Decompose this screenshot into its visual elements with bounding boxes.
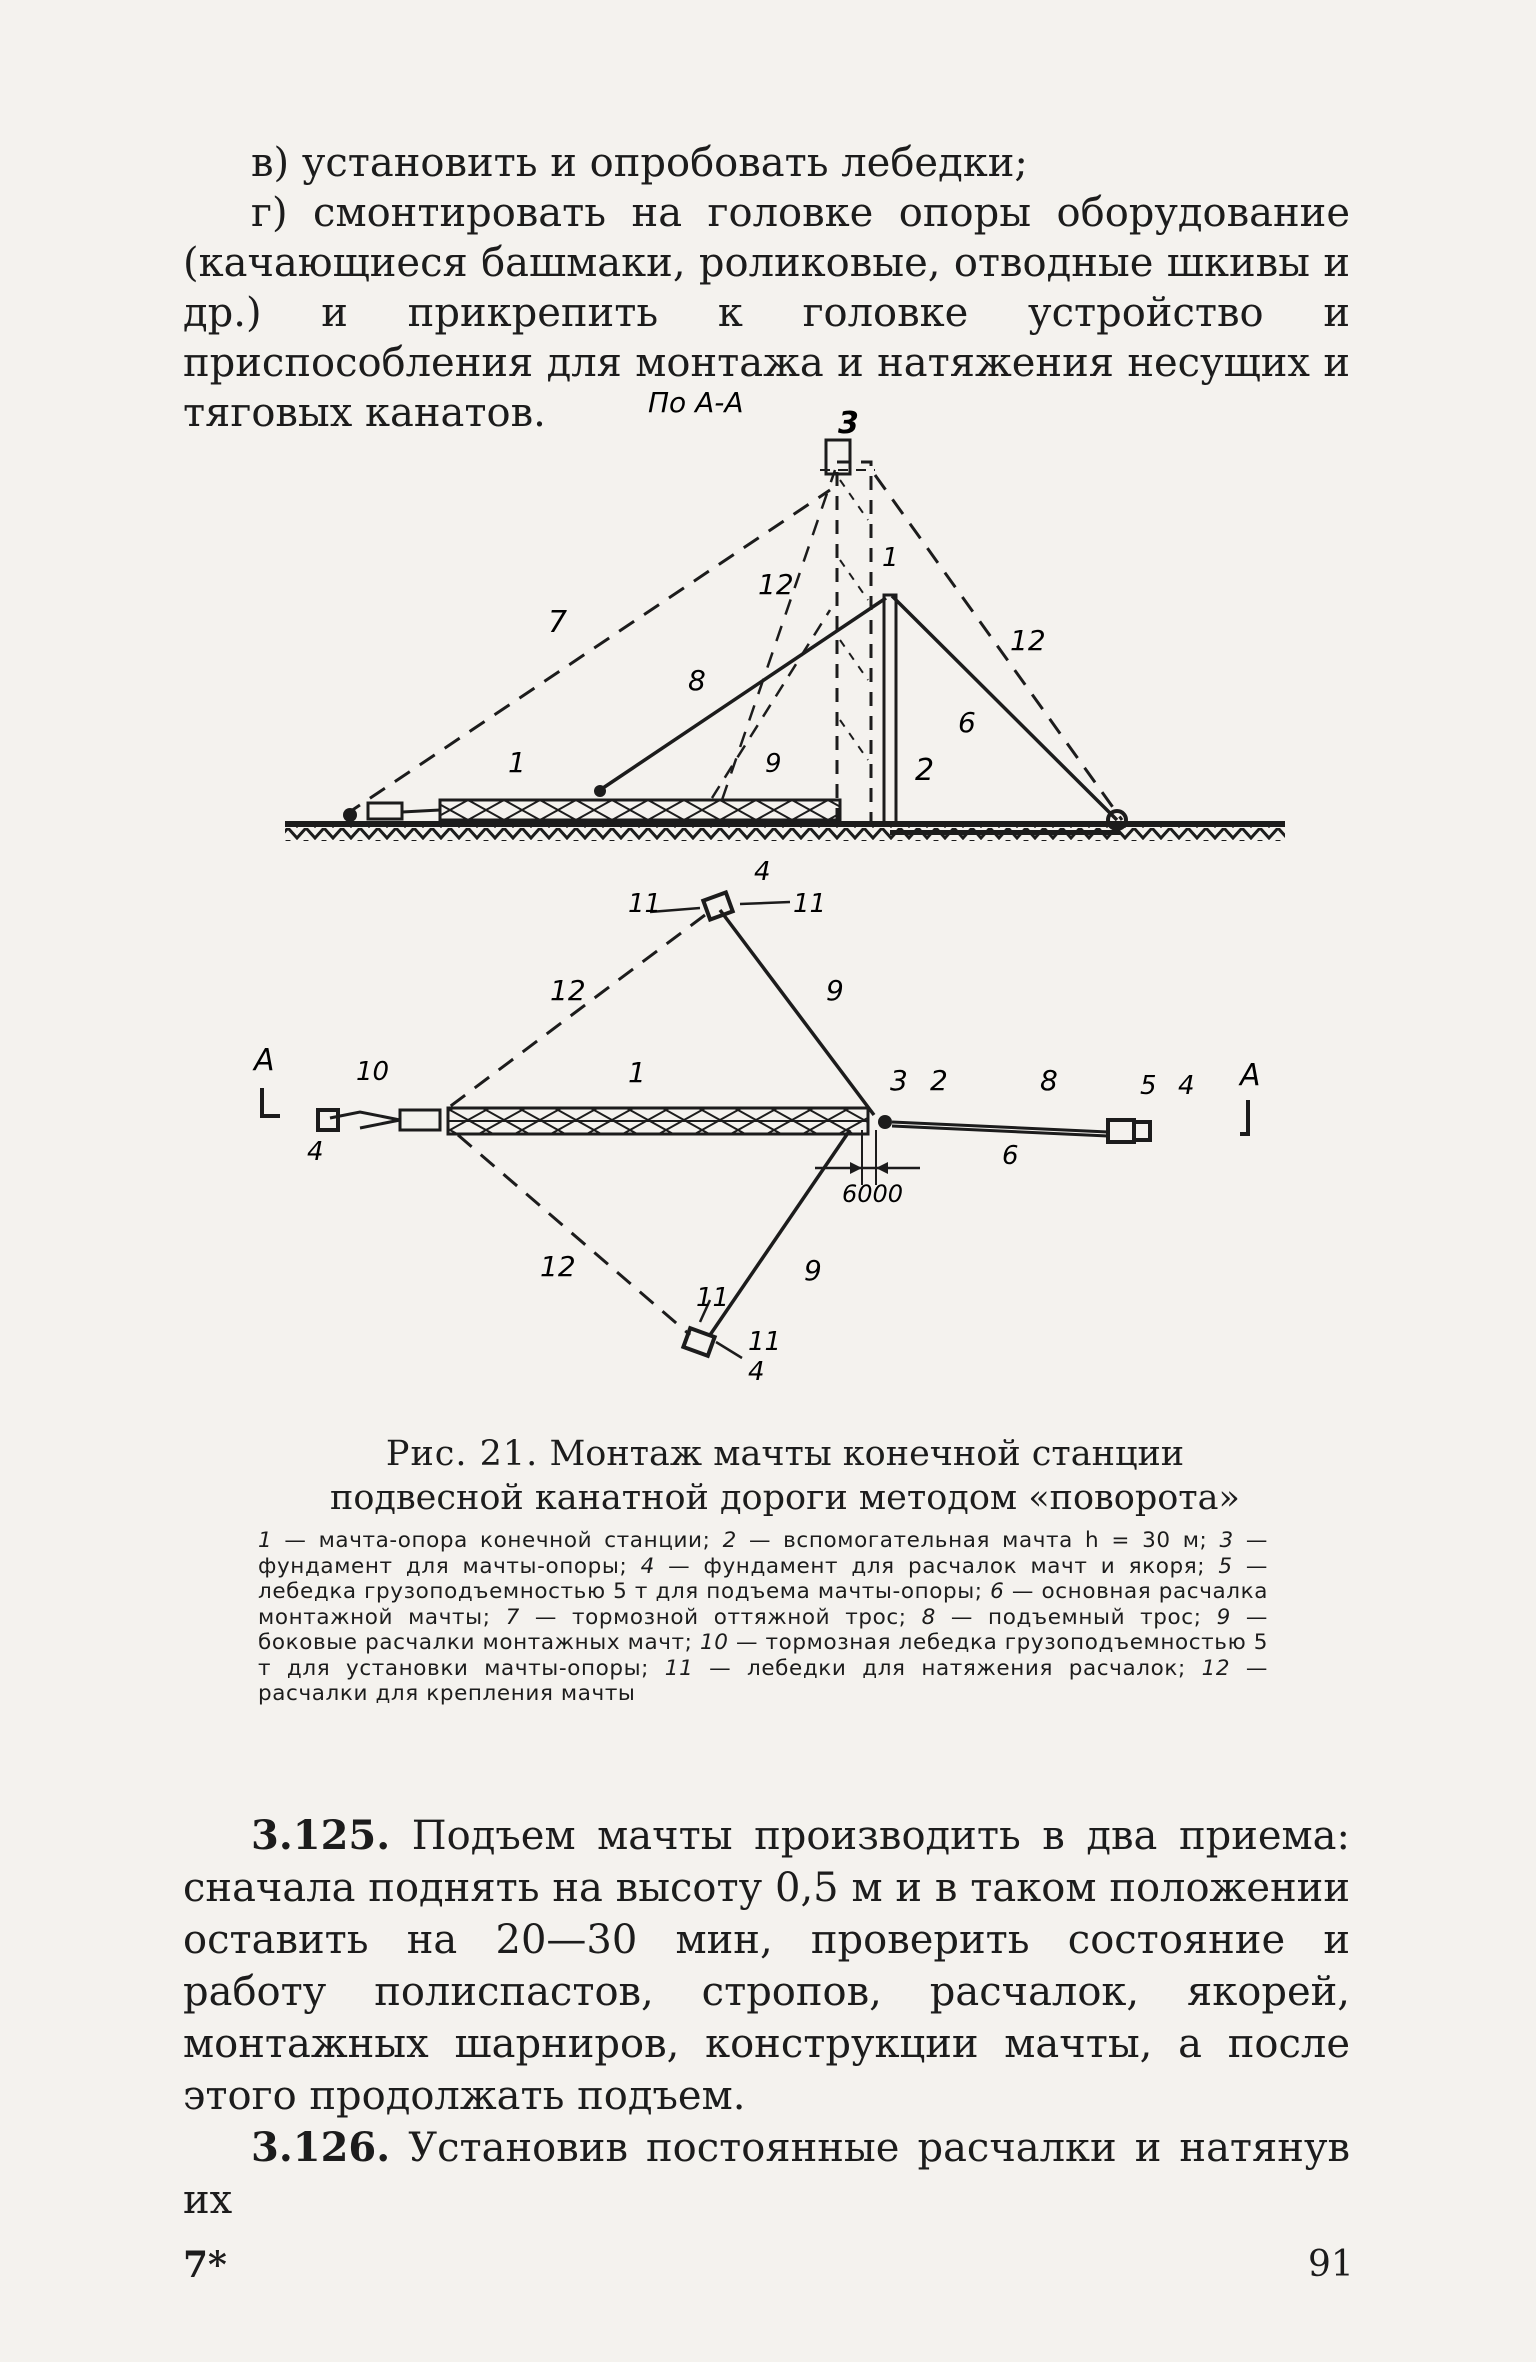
hoist-attachment xyxy=(594,785,606,797)
label-2: 2 xyxy=(915,753,935,788)
label-3: 3 xyxy=(838,406,859,441)
label-6: 6 xyxy=(958,706,976,739)
winch-link xyxy=(402,810,440,812)
label-12-left: 12 xyxy=(758,568,794,601)
mast-top-block xyxy=(826,440,850,474)
mast-2-auxiliary xyxy=(884,595,896,823)
winch-block-left xyxy=(368,803,402,819)
figure-number: Рис. 21. xyxy=(385,1434,539,1474)
plan-label-5: 5 xyxy=(1140,1071,1157,1101)
legend-item: 8 — подъемный трос; xyxy=(921,1604,1202,1630)
cable-8-hoist xyxy=(600,598,886,790)
side-view xyxy=(285,406,1285,841)
plan-label-10: 10 xyxy=(356,1057,390,1087)
plan-anchor-left xyxy=(318,1110,338,1130)
section-arrow-left xyxy=(262,1088,280,1116)
plan-winch-10 xyxy=(400,1110,440,1130)
legend-item: 4 — фундамент для расчалок мачт и якоря; xyxy=(640,1553,1206,1579)
center-foundation xyxy=(878,1115,892,1129)
plan-label-12-top: 12 xyxy=(550,974,586,1007)
plan-winch-10-link xyxy=(330,1112,400,1128)
plan-label-11-bottom-a: 11 xyxy=(696,1283,730,1313)
plan-label-A-right: А xyxy=(1240,1058,1261,1093)
figure-caption xyxy=(290,1432,1280,1520)
plan-label-6000: 6000 xyxy=(842,1180,904,1208)
plan-winch-5 xyxy=(1108,1120,1134,1142)
figure-title: Монтаж мачты конечной станции подвесной канатной дороги методом «поворота» xyxy=(330,1434,1240,1518)
plan-anchor-right xyxy=(1134,1122,1150,1140)
label-1-bottom: 1 xyxy=(508,746,526,779)
plan-guy-12-bottom xyxy=(458,1135,690,1335)
legend-item: 2 — вспомогательная мачта h = 30 м; xyxy=(722,1528,1208,1553)
list-item-g: г) смонтировать на головке опоры оборудование (качающиеся башмаки, роликовые, отводные шкивы и др.) и прикрепить к головке устройство и приспособления для монтажа и натяжения несущих и тяговых канатов. xyxy=(183,190,1350,436)
guy-12-right xyxy=(875,475,1122,820)
ground-hatch xyxy=(285,827,1285,841)
plan-label-12-bottom: 12 xyxy=(540,1250,576,1283)
legend-item: 1 — мачта-опора конечной станции; xyxy=(258,1528,711,1553)
list-item-v: в) установить и опробовать лебедки; xyxy=(251,140,1028,186)
legend-item: 10 — тормозная лебедка грузоподъемностью 5 т для установки мачты-опоры; xyxy=(258,1630,1268,1681)
left-anchor xyxy=(343,808,357,822)
paragraph-3-125: 3.125. Подъем мачты производить в два приема: сначала поднять на высоту 0,5 м и в таком положении оставить на 20—30 мин, проверить состояние и работу полиспастов, стропов, расчалок, якорей, монтажных шарниров, конструкции мачты, а после этого продолжать подъем. xyxy=(183,1812,1350,2119)
plan-label-4-top: 4 xyxy=(754,857,771,887)
label-7: 7 xyxy=(548,605,568,640)
plan-label-4-bottom: 4 xyxy=(748,1357,765,1387)
page-number: 91 xyxy=(1308,2244,1354,2285)
plan-label-11-bottom-b: 11 xyxy=(748,1327,782,1357)
body-paragraphs xyxy=(183,1810,1350,2226)
legend-item: 5 — лебедка грузоподъемностью 5 т для подъема мачты-опоры; xyxy=(258,1553,1268,1604)
plan-label-4-right: 4 xyxy=(1178,1071,1195,1101)
label-12-right: 12 xyxy=(1010,624,1046,657)
plan-guy-12-top xyxy=(448,915,705,1108)
legend-item: 12 — расчалки для крепления мачты xyxy=(258,1655,1268,1706)
label-8: 8 xyxy=(688,664,706,697)
plan-label-9-bottom: 9 xyxy=(804,1254,822,1287)
plan-label-11-top-left: 11 xyxy=(628,889,662,919)
plan-view xyxy=(252,857,1261,1387)
label-1-top: 1 xyxy=(882,543,899,573)
ground-line xyxy=(285,821,1285,827)
plan-label-2: 2 xyxy=(930,1064,948,1097)
plan-label-3: 3 xyxy=(890,1064,908,1097)
legend-item: 11 — лебедки для натяжения расчалок; xyxy=(664,1655,1186,1681)
plan-cable-9-bottom xyxy=(710,1130,850,1335)
paragraph-3-126: 3.126. Установив постоянные расчалки и натянув их xyxy=(183,2124,1351,2223)
cable-7-brake-line xyxy=(345,490,830,815)
legend-item: 9 — боковые расчалки монтажных мачт; xyxy=(258,1604,1268,1655)
plan-label-6: 6 xyxy=(1002,1141,1019,1171)
section-label: По А-А xyxy=(648,386,744,419)
plan-label-9-top: 9 xyxy=(826,974,844,1007)
plan-cable-9-top xyxy=(720,910,874,1115)
plan-label-8: 8 xyxy=(1040,1064,1058,1097)
ground-bar-right xyxy=(890,830,1120,835)
legend-item: 6 — основная расчалка монтажной мачты; xyxy=(258,1579,1269,1630)
label-9: 9 xyxy=(765,749,782,779)
legend-item: 3 — фундамент для мачты-опоры; xyxy=(258,1528,1268,1579)
plan-anchor-top xyxy=(703,892,732,919)
figure-legend xyxy=(258,1528,1268,1707)
legend-item: 7 — тормозной оттяжной трос; xyxy=(505,1604,907,1630)
plan-label-4-left: 4 xyxy=(307,1137,324,1167)
mast-1-lying-truss xyxy=(440,800,840,820)
plan-label-1: 1 xyxy=(628,1056,646,1089)
plan-label-A-left: А xyxy=(254,1043,275,1078)
signature-mark: 7* xyxy=(183,2244,227,2286)
section-arrow-right xyxy=(1240,1100,1248,1134)
plan-label-11-top-right: 11 xyxy=(793,889,827,919)
